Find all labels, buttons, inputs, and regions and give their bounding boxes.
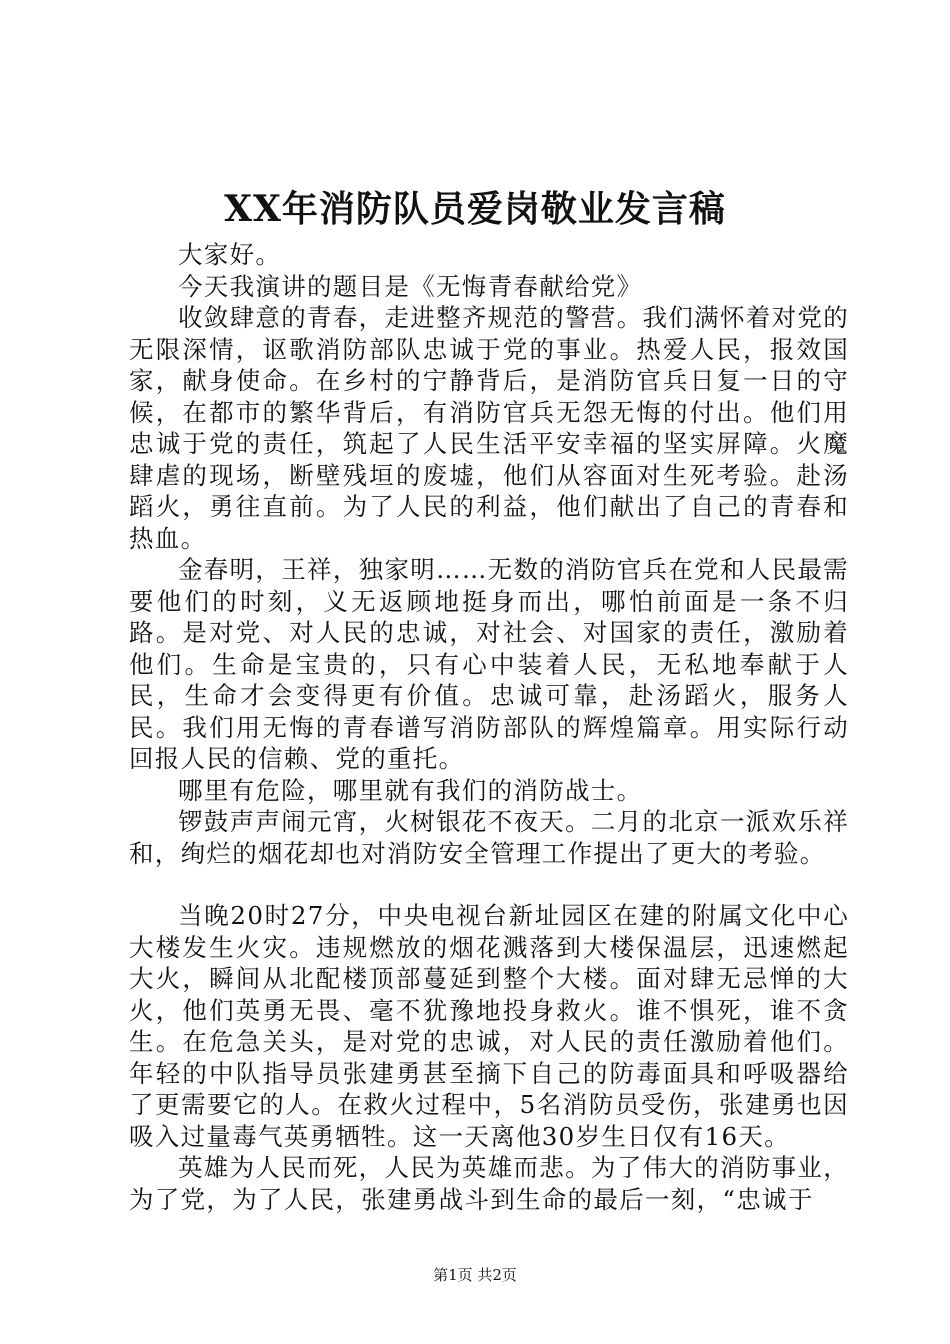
paragraph-fire-event: 当晚20时27分，中央电视台新址园区在建的附属文化中心大楼发生火灾。违规燃放的烟花溅落到大楼保温层，迅速燃起大火，瞬间从北配楼顶部蔓延到整个大楼。面对肆无忌惮的大火，他们英勇无畏、毫不犹豫地投身救火。谁不惧死，谁不贪生。在危急关头，是对党的忠诚，对人民的责任激励着他们。年轻的中队指导员张建勇甚至摘下自己的防毒面具和呼吸器给了更需要它的人。在救火过程中，5名消防员受伤，张建勇也因吸入过量毒气英勇牺牲。这一天离他30岁生日仅有16天。 xyxy=(129,901,849,1151)
paragraph-intro: 收敛肆意的青春，走进整齐规范的警营。我们满怀着对党的无限深情，讴歌消防部队忠诚于党的事业。热爱人民，报效国家，献身使命。在乡村的宁静背后，是消防官兵日复一日的守候，在都市的繁华背后，有消防官兵无怨无悔的付出。他们用忠诚于党的责任，筑起了人民生活平安幸福的坚实屏障。火魔肆虐的现场，断壁残垣的废墟，他们从容面对生死考验。赴汤蹈火，勇往直前。为了人民的利益，他们献出了自己的青春和热血。 xyxy=(129,303,849,553)
paragraph-lantern-festival: 锣鼓声声闹元宵，火树银花不夜天。二月的北京一派欢乐祥和，绚烂的烟花却也对消防安全管理工作提出了更大的考验。 xyxy=(129,807,849,868)
paragraph-greeting: 大家好。 xyxy=(178,240,282,269)
paragraph-heroes: 金春明，王祥，独家明……无数的消防官兵在党和人民最需要他们的时刻，义无返顾地挺身而出，哪怕前面是一条不归路。是对党、对人民的忠诚，对社会、对国家的责任，激励着他们。生命是宝贵的，只有心中装着人民，无私地奉献于人民，生命才会变得更有价值。忠诚可靠，赴汤蹈火，服务人民。我们用无悔的青春谱写消防部队的辉煌篇章。用实际行动回报人民的信赖、党的重托。 xyxy=(129,555,849,773)
paragraph-topic: 今天我演讲的题目是《无悔青春献给党》 xyxy=(178,271,643,301)
document-body xyxy=(129,239,849,1215)
document-title: XX年消防队员爱岗敬业发言稿 xyxy=(224,188,726,230)
paragraph-tribute: 英雄为人民而死，人民为英雄而悲。为了伟大的消防事业，为了党，为了人民，张建勇战斗到生命的最后一刻，“忠诚于 xyxy=(129,1153,849,1214)
page-number-footer: 第1页 共2页 xyxy=(433,1266,517,1284)
paragraph-danger: 哪里有危险，哪里就有我们的消防战士。 xyxy=(178,775,643,805)
